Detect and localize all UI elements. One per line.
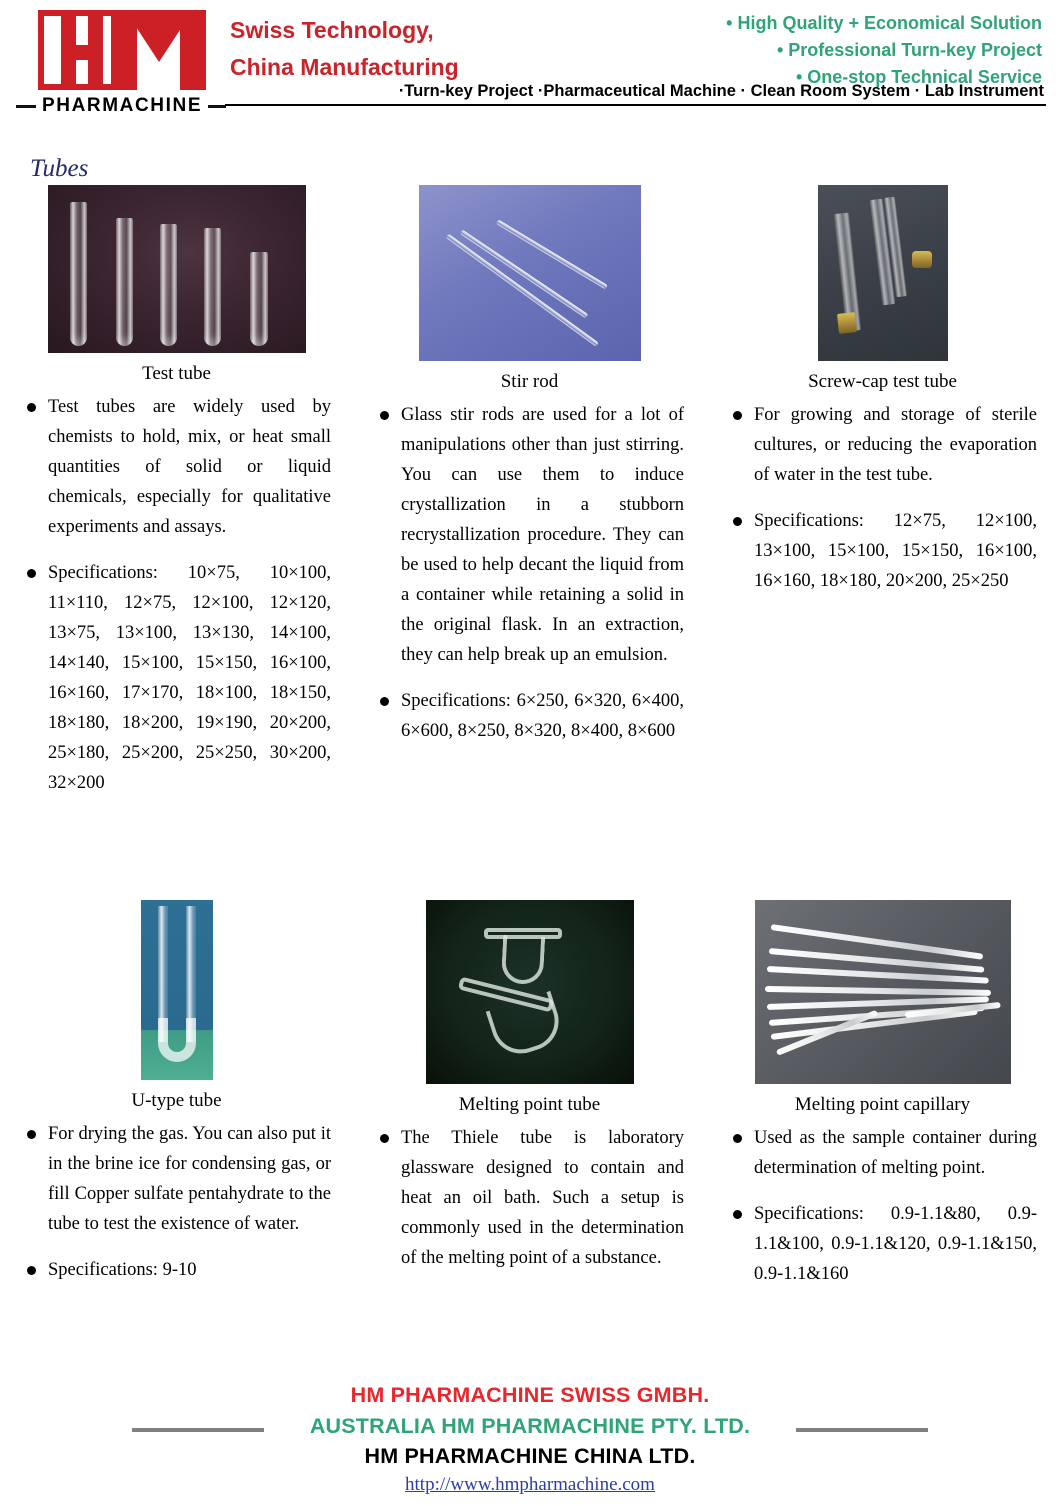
product-card-melting-point-tube [353,900,706,1290]
header-value-bullets [496,6,1046,92]
header-bullet-3: • One-stop Technical Service [795,67,1042,88]
bullets-melting-point-capillary [728,1124,1037,1290]
product-card-melting-point-capillary [706,900,1059,1290]
footer-company-names [0,1380,1060,1496]
list-item: Specifications: 0.9-1.1&80, 0.9-1.1&100, 0.9-1.1&120, 0.9-1.1&150, 0.9-1.1&160 [728,1200,1037,1290]
list-item: Used as the sample container during determination of melting point. [728,1124,1037,1184]
slogan-line-1: Swiss Technology, [230,17,434,43]
bullets-melting-point-tube [375,1124,684,1274]
u-bend-shape [158,1018,196,1062]
header-bullet-1: • High Quality + Economical Solution [726,13,1042,33]
caption-screw-cap: Screw-cap test tube [808,371,957,392]
header-bullet-2: • Professional Turn-key Project [776,40,1042,61]
logo-wordmark-text: PHARMACHINE [42,95,203,116]
melting-point-tube-photo [426,900,634,1084]
product-row-top [0,185,1060,799]
list-item: The Thiele tube is laboratory glassware designed to contain and heat an oil bath. Such a setup is commonly used in the determination of the melting point of a substance. [375,1124,684,1274]
caption-stir-rod: Stir rod [500,371,559,392]
hm-logo-icon [38,10,216,90]
header-services-strip [225,82,1046,106]
figure-u-type-tube [22,900,331,1120]
product-card-test-tube [0,185,353,799]
test-tube-photo [48,185,306,353]
list-item: Specifications: 9-10 [22,1256,331,1286]
logo-dash-left [16,105,36,108]
product-row-bottom [0,900,1060,1290]
figure-screw-cap [728,185,1037,401]
product-grid [0,185,1060,799]
page-footer [0,1376,1060,1506]
figure-melting-point-capillary [728,900,1037,1124]
logo-m-right-stroke [180,10,206,90]
melting-point-capillary-photo [755,900,1011,1084]
product-card-stir-rod [353,185,706,799]
bullets-u-type-tube [22,1120,331,1286]
list-item: Specifications: 6×250, 6×320, 6×400, 6×600, 8×250, 8×320, 8×400, 8×600 [375,687,684,747]
footer-line-swiss: HM PHARMACHINE SWISS GMBH. [350,1383,710,1407]
list-item: For growing and storage of sterile cultures, or reducing the evaporation of water in the test tube. [728,401,1037,491]
company-logo [14,6,226,117]
logo-wordmark [16,95,226,117]
logo-dash-right [208,105,226,108]
list-item: Specifications: 10×75, 10×100, 11×110, 12×75, 12×100, 12×120, 13×75, 13×100, 13×130, 14×100, 14×140, 15×100, 15×150, 16×100, 16×160, 17×170, 18×100, 18×150, 18×180, 18×200, 19×190, 20×200, 25×180, 25×200, 25×250, 30×200, 32×200 [22,559,331,799]
u-type-tube-photo [141,900,213,1080]
logo-letter-m [111,10,206,90]
bullets-stir-rod [375,401,684,747]
screw-cap-test-tube-photo [818,185,948,361]
bullets-screw-cap [728,401,1037,597]
caption-melting-point-capillary: Melting point capillary [794,1094,971,1115]
footer-rule-left [132,1428,264,1432]
bullets-test-tube [22,393,331,799]
stir-rod-photo [419,185,641,361]
page-header [0,0,1060,126]
caption-melting-point-tube: Melting point tube [458,1094,601,1115]
list-item: Glass stir rods are used for a lot of manipulations other than just stirring. You can use them to induce crystallization in a stubborn recrystallization procedure. They can be used to help decant the liquid from a container while retaining a solid in the original flask. In an extraction, they can help break up an emulsion. [375,401,684,671]
caption-u-type-tube: U-type tube [131,1090,222,1111]
page-title: Tubes [30,155,89,182]
list-item: Test tubes are widely used by chemists to hold, mix, or heat small quantities of solid or liquid chemicals, especially for qualitative experiments and assays. [22,393,331,543]
logo-h-crossbar [61,45,103,60]
header-divider [225,104,1046,106]
slogan-line-2: China Manufacturing [230,54,459,81]
figure-test-tube [22,185,331,393]
figure-melting-point-tube [375,900,684,1124]
product-card-u-type-tube [0,900,353,1290]
list-item: Specifications: 12×75, 12×100, 13×100, 15×100, 15×150, 16×100, 16×160, 18×180, 20×200, 25×250 [728,507,1037,597]
figure-stir-rod [375,185,684,401]
company-slogan [226,6,496,87]
footer-rule-right [796,1428,928,1432]
footer-line-china: HM PHARMACHINE CHINA LTD. [364,1444,696,1469]
footer-website-link[interactable]: http://www.hmpharmachine.com [405,1473,655,1495]
list-item: For drying the gas. You can also put it in the brine ice for condensing gas, or fill Copper sulfate pentahydrate to the tube to test the existence of water. [22,1120,331,1240]
caption-test-tube: Test tube [142,363,211,384]
header-services-text: ·Turn-key Project ·Pharmaceutical Machine · Clean Room System · Lab Instrument [398,82,1044,100]
footer-line-australia: AUSTRALIA HM PHARMACHINE PTY. LTD. [309,1413,751,1438]
product-card-screw-cap-test-tube [706,185,1059,799]
